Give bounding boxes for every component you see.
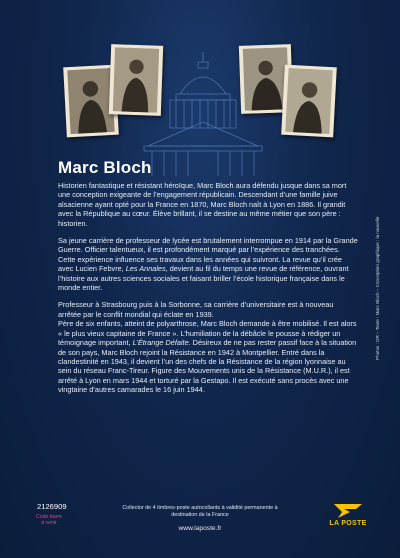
portrait-photo-4: [281, 65, 337, 138]
collector-description: Collector de 4 timbres-poste autocollants à validité permanente à destination de la France: [122, 505, 278, 518]
la-poste-logo-text: LA POSTE: [329, 520, 367, 527]
portrait-photo-2: [109, 44, 163, 116]
journal-title: Les Annales: [125, 264, 166, 274]
product-code: 2126909: [37, 502, 67, 511]
paragraph-intro: Historien fantastique et résistant héroïque, Marc Bloch aura défendu jusque dans sa mort une conception exigeante de l’engagement républicain. Descendant d’une famille juive alsacienne ayant opté pour la France en 1870, Marc Bloch naît à Lyon en 1886. Il grandit avec la République au cœur. Élève brillant, il se destine au même métier que son père : historien.: [58, 181, 347, 228]
biography-text: [58, 181, 358, 403]
la-poste-bird-logo: [320, 498, 376, 534]
paragraph-resistance: Père de six enfants, atteint de polyarthrose, Marc Bloch demande à être mobilisé. Il est alors « le plus vieux capitaine de France ». L’humiliation de la débâcle le pousse à rédiger un témoignage important, L’Étrange Défaite. Désireux de ne pas rester passif face à la situation de son pays, Marc Bloch rejoint la Résistance en 1942 à Montpellier. Entré dans la clandestinité en 1943, il devient l’un des chefs de la Résistance de la région lyonnaise au sein du réseau Franc-Tireur. Figure des Mouvements unis de la Résistance (M.U.R.), il est arrêté à Lyon en mars 1944 et torturé par la Gestapo. Il est exécuté sans procès avec une vingtaine d’autres camarades le 16 juin 1944.: [58, 319, 357, 395]
paragraph-career: Sa jeune carrière de professeur de lycée est brutalement interrompue en 1914 par la Grande Guerre. Officier talentueux, il est profondément marqué par l’expérience des tranchées. Cette expérience influence ses travaux dans les années qui suivront. La revue qu’il crée avec Lucien Febvre, Les Annales, devient au fil du temps une revue de référence, ouvrant l’histoire aux autres sciences sociales et faisant briller l’école historique française dans le monde entier.: [58, 236, 358, 293]
page-title: Marc Bloch: [58, 158, 152, 177]
credits-vertical: [367, 190, 380, 360]
portrait-photo-icon: [112, 47, 160, 113]
credits-text: Photos : DR – Texte : Marc Bloch – Conception graphique : la nouvelle: [375, 216, 380, 360]
portrait-photo-icon: [284, 68, 333, 134]
paragraph-professor: Professeur à Strasbourg puis à la Sorbonne, sa carrière d’universitaire est à nouveau arrêtée par le conflit mondial qui éclate en 1939.: [58, 300, 334, 319]
barcode-placeholder-note: Code barre à venir: [36, 514, 62, 526]
book-title: L’Étrange Défaite: [132, 338, 189, 348]
website-link[interactable]: www.laposte.fr: [178, 525, 222, 532]
